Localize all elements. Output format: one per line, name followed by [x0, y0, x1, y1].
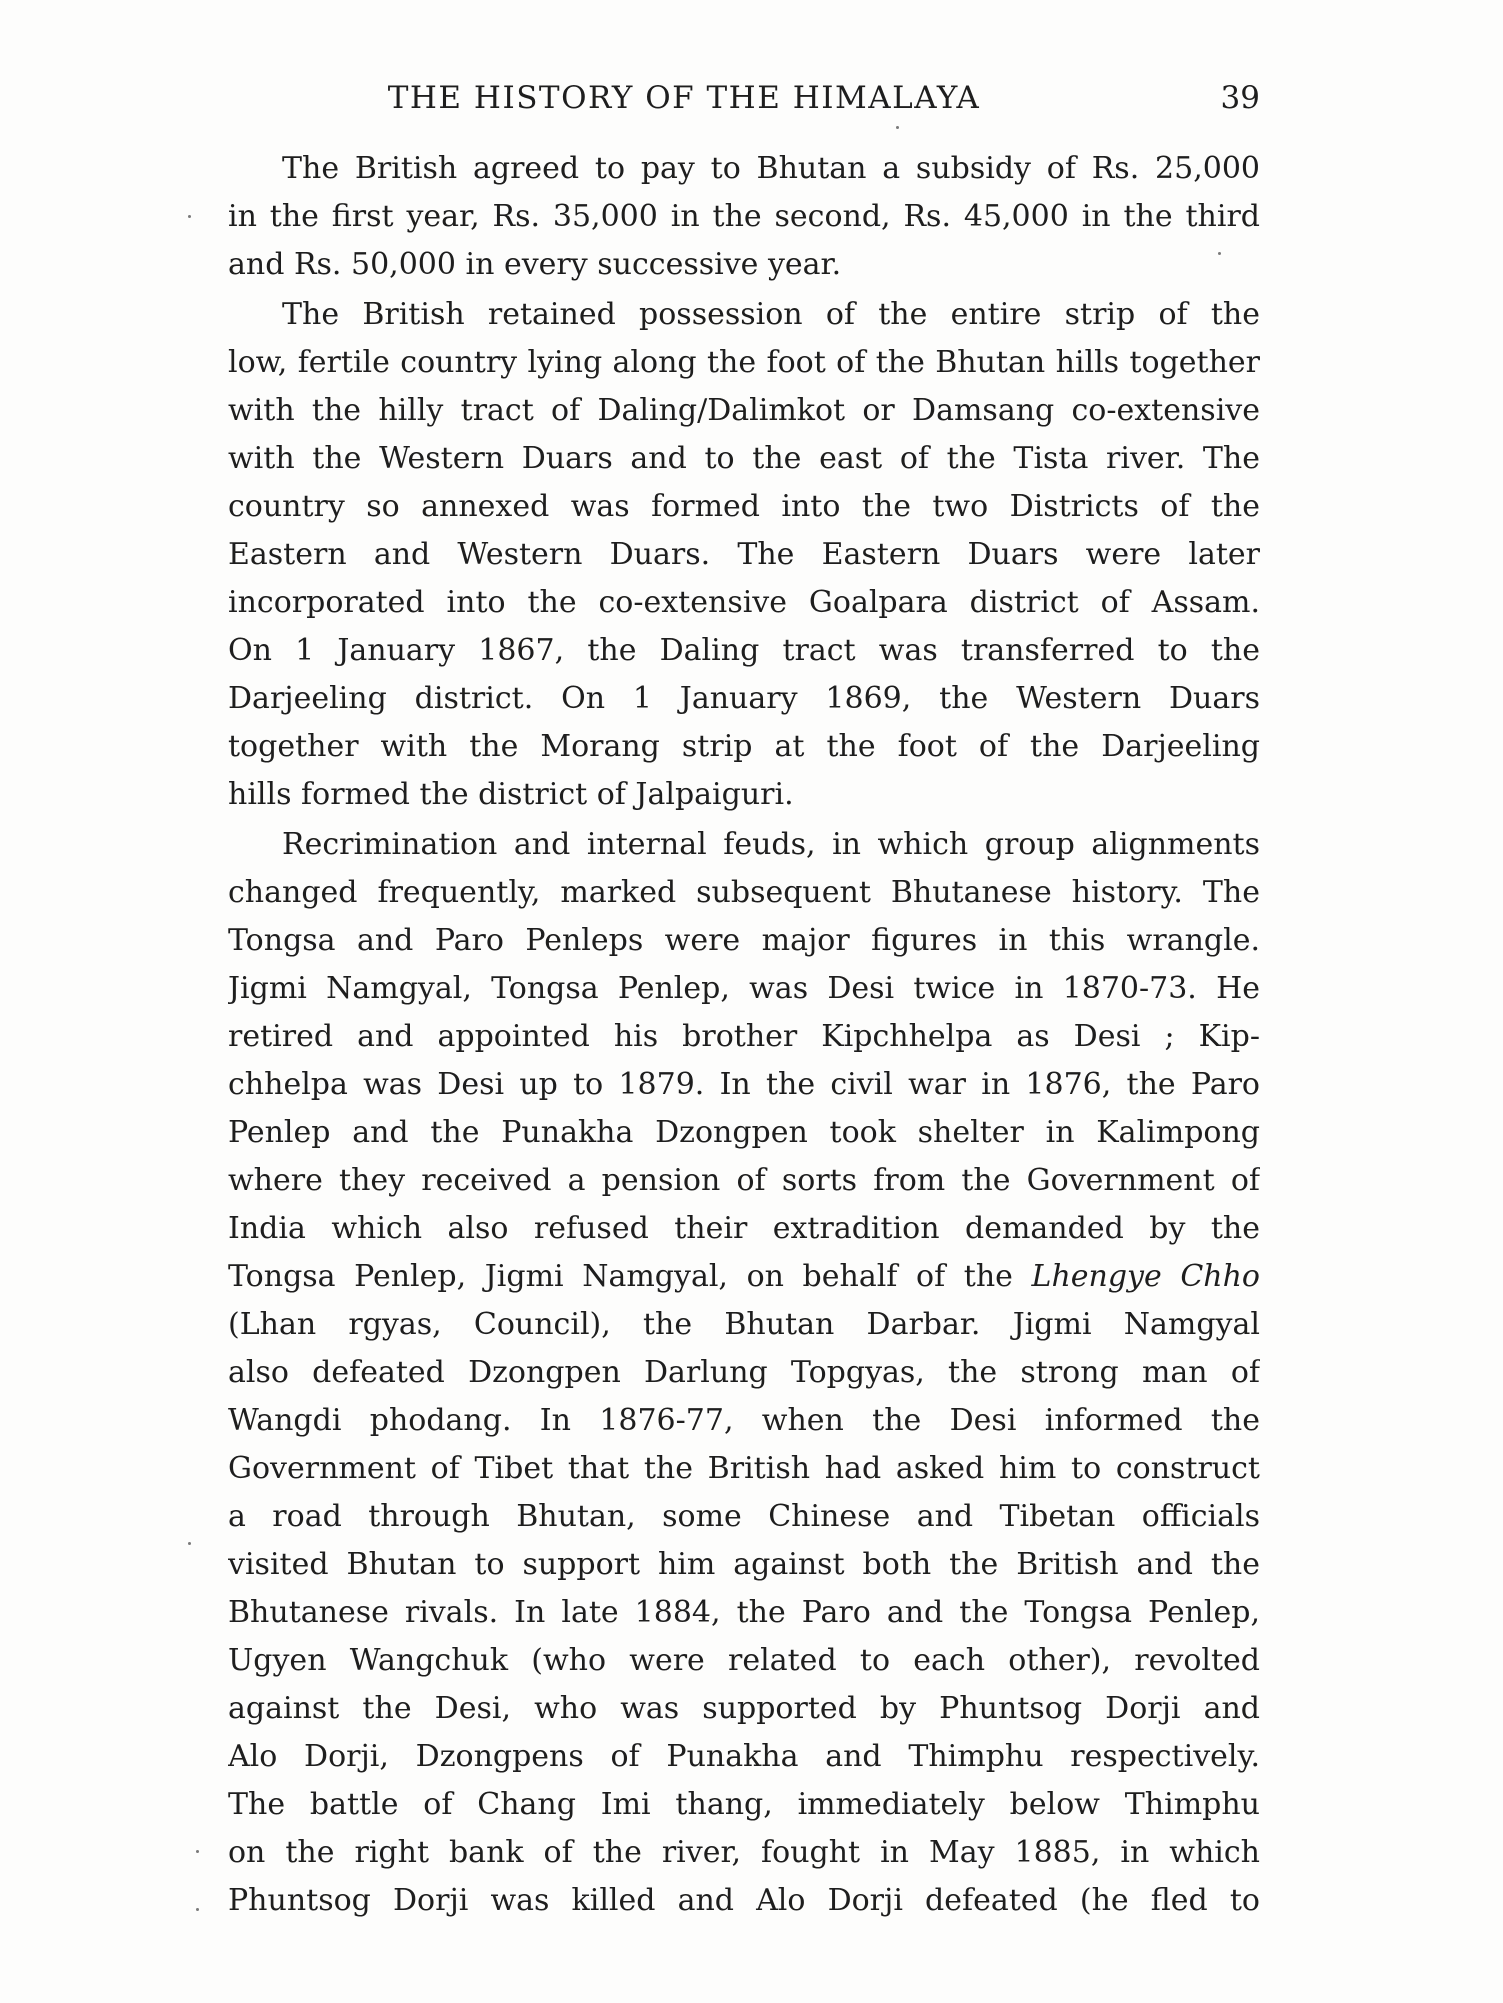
text-line: Tongsa and Paro Penleps were major figures in this wrangle.: [228, 923, 1260, 958]
text-line: on the right bank of the river, fought in May 1885, in which: [228, 1835, 1260, 1870]
running-title: THE HISTORY OF THE HIMALAYA: [387, 80, 981, 116]
text-line: low, fertile country lying along the foot of the Bhutan hills together: [228, 345, 1260, 380]
text-line: Phuntsog Dorji was killed and Alo Dorji defeated (he fled to: [228, 1883, 1260, 1918]
text-line: Government of Tibet that the British had asked him to construct: [228, 1451, 1260, 1486]
text-line: with the hilly tract of Daling/Dalimkot or Damsang co-extensive: [228, 393, 1260, 428]
paragraph-subsidy: [228, 145, 1260, 289]
text-line: against the Desi, who was supported by Phuntsog Dorji and: [228, 1691, 1260, 1726]
text-line: retired and appointed his brother Kipchhelpa as Desi ; Kip-: [228, 1019, 1260, 1054]
text-line: The British retained possession of the entire strip of the: [282, 297, 1260, 332]
text-line: also defeated Dzongpen Darlung Topgyas, the strong man of: [228, 1355, 1260, 1390]
text-line-with-italic: [228, 1253, 1260, 1301]
text-line: chhelpa was Desi up to 1879. In the civil war in 1876, the Paro: [228, 1067, 1260, 1102]
text-line: The battle of Chang Imi thang, immediately below Thimphu: [228, 1787, 1260, 1822]
text-line: together with the Morang strip at the foot of the Darjeeling: [228, 729, 1260, 764]
scan-speck: [188, 1542, 191, 1545]
text-line: a road through Bhutan, some Chinese and Tibetan officials: [228, 1499, 1260, 1534]
body-text: [228, 145, 1260, 1927]
text-line: with the Western Duars and to the east of the Tista river. The: [228, 441, 1260, 476]
text-line: incorporated into the co-extensive Goalpara district of Assam.: [228, 585, 1260, 620]
page-number: 39: [1220, 80, 1260, 116]
text-line: where they received a pension of sorts from the Government of: [228, 1163, 1260, 1198]
text-line: On 1 January 1867, the Daling tract was transferred to the: [228, 633, 1260, 668]
line-prefix: Tongsa Penlep, Jigmi Namgyal, on behalf of the: [228, 1259, 1013, 1294]
text-line: and Rs. 50,000 in every successive year.: [228, 247, 842, 282]
text-line: Darjeeling district. On 1 January 1869, the Western Duars: [228, 681, 1260, 716]
text-line: Recrimination and internal feuds, in which group alignments: [282, 827, 1260, 862]
text-line: Ugyen Wangchuk (who were related to each other), revolted: [228, 1643, 1260, 1678]
text-line: Bhutanese rivals. In late 1884, the Paro and the Tongsa Penlep,: [228, 1595, 1260, 1630]
scan-speck: [188, 215, 191, 218]
scan-speck: [196, 1908, 199, 1911]
scan-speck: [896, 126, 899, 129]
text-line: in the first year, Rs. 35,000 in the second, Rs. 45,000 in the third: [228, 199, 1260, 234]
paragraph-feuds: [228, 821, 1260, 1925]
text-line: India which also refused their extradition demanded by the: [228, 1211, 1260, 1246]
paragraph-annexation: [228, 291, 1260, 819]
text-line: visited Bhutan to support him against both the British and the: [228, 1547, 1260, 1582]
text-line: country so annexed was formed into the two Districts of the: [228, 489, 1260, 524]
scan-speck: [196, 1850, 199, 1853]
text-line: Penlep and the Punakha Dzongpen took shelter in Kalimpong: [228, 1115, 1260, 1150]
text-line: (Lhan rgyas, Council), the Bhutan Darbar. Jigmi Namgyal: [228, 1307, 1260, 1342]
running-head: [228, 76, 1260, 120]
text-line: Eastern and Western Duars. The Eastern Duars were later: [228, 537, 1260, 572]
text-line: hills formed the district of Jalpaiguri.: [228, 777, 794, 812]
text-line: Jigmi Namgyal, Tongsa Penlep, was Desi twice in 1870-73. He: [228, 971, 1260, 1006]
scan-speck: [1218, 252, 1221, 255]
text-line: The British agreed to pay to Bhutan a subsidy of Rs. 25,000: [282, 151, 1260, 186]
italic-term: Lhengye Chho: [1031, 1259, 1260, 1294]
text-line: changed frequently, marked subsequent Bhutanese history. The: [228, 875, 1260, 910]
text-line: Alo Dorji, Dzongpens of Punakha and Thimphu respectively.: [228, 1739, 1260, 1774]
text-line: Wangdi phodang. In 1876-77, when the Desi informed the: [228, 1403, 1260, 1438]
